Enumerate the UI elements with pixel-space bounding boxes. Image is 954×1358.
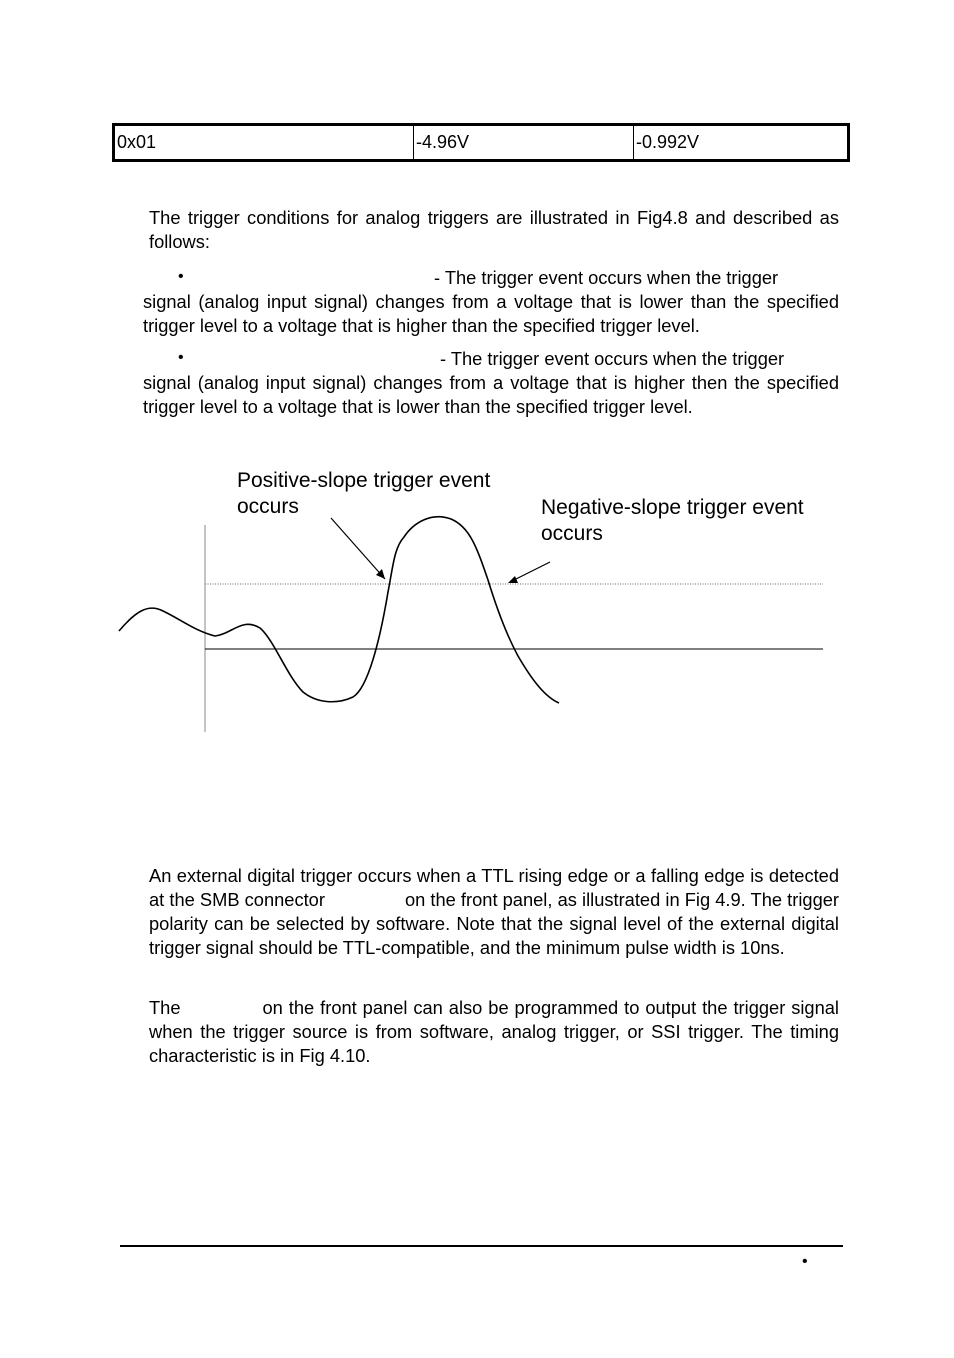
- negative-arrow-head: [508, 576, 518, 583]
- external-trigger-paragraph: [149, 864, 839, 960]
- table-cell-voltage-b: -0.992V: [634, 125, 849, 161]
- table-cell-voltage-a: -4.96V: [414, 125, 634, 161]
- negative-label-line2: occurs: [541, 522, 603, 545]
- analog-signal-curve: [119, 517, 559, 703]
- bullet-1-paragraph: [143, 266, 839, 338]
- bullet-2-rest: signal (analog input signal) changes from a voltage that is higher then the specified trigger level to a voltage that is lower than the specified trigger level.: [143, 372, 839, 417]
- intro-paragraph: The trigger conditions for analog triggers are illustrated in Fig4.8 and described as follows:: [149, 207, 839, 252]
- table-cell-code: 0x01: [117, 132, 157, 152]
- positive-slope-label: [237, 468, 537, 520]
- bullet-1-line1: - The trigger event occurs when the trigger: [434, 267, 779, 288]
- output-part1: The: [149, 997, 181, 1018]
- output-part2: on the front panel can also be programmed to output the trigger signal when the trigger source is from software, analog trigger, or SSI trigger. The timing characteristic is in Fig 4.10.: [149, 997, 839, 1066]
- threshold-table: [112, 123, 850, 162]
- trigger-output-paragraph: [149, 996, 839, 1068]
- table-row: [114, 125, 849, 161]
- positive-label-line1: Positive-slope trigger event: [237, 469, 491, 492]
- bullet-2-marker: •: [178, 349, 184, 366]
- positive-arrow-line: [331, 518, 385, 579]
- bullet-2-line1: - The trigger event occurs when the trigger: [440, 348, 785, 369]
- bullet-2-paragraph: [143, 347, 839, 419]
- footer-rule: [120, 1245, 843, 1247]
- external-part2: on the front panel, as illustrated in Fig 4.9. The trigger polarity can be selected by software. Note that the signal level of the external digital trigger signal should be TTL-compatible, and the minimum pulse width is 10ns.: [149, 889, 839, 958]
- bullet-1-rest: signal (analog input signal) changes from a voltage that is lower than the specified trigger level to a voltage that is higher than the specified trigger level.: [143, 291, 839, 336]
- external-part1: An external digital trigger occurs when a TTL rising edge or a falling edge is detected at the SMB connector: [149, 865, 839, 910]
- negative-label-line1: Negative-slope trigger event: [541, 496, 804, 519]
- bullet-1-marker: •: [178, 268, 184, 285]
- positive-label-line2: occurs: [237, 495, 299, 518]
- negative-slope-label: [541, 495, 841, 547]
- footer-bullet: •: [802, 1253, 808, 1270]
